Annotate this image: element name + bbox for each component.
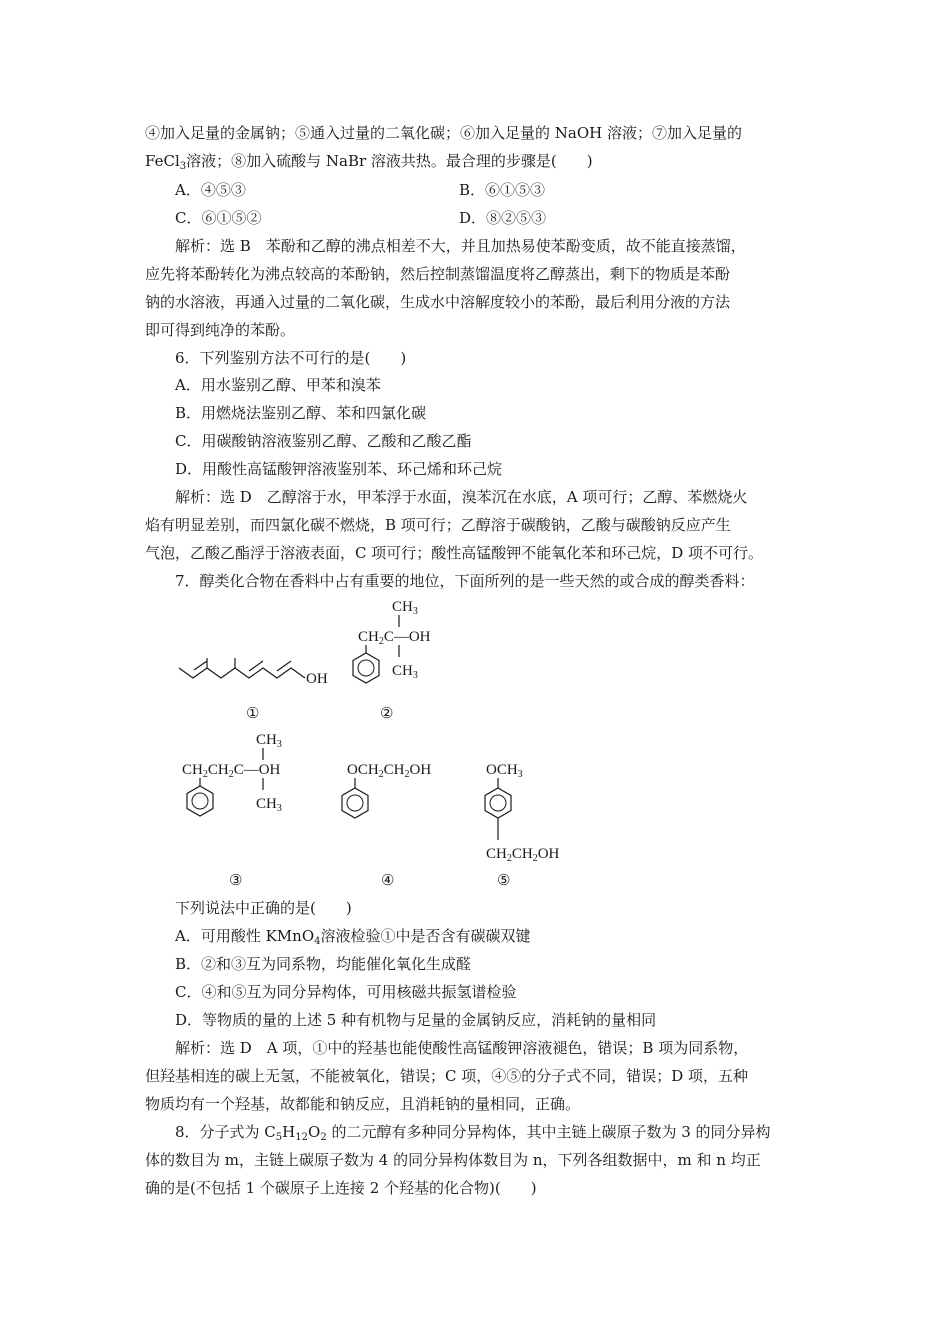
q6-option-c: C．用碳酸钠溶液鉴别乙醇、乙酸和乙酸乙酯 (175, 432, 472, 450)
svg-text:CH2CH2C—OH: $CH_2CH_2C—OH$ (182, 762, 281, 780)
structure-1-label: ① (246, 704, 260, 722)
q8-stem-line1: 8．分子式为 $C_5H_{12}O_2$ 的二元醇有多种同分异构体，其中主链上碳原子数为 3 的同分异构 (175, 1123, 771, 1143)
q5-explanation-line4: 即可得到纯净的苯酚。 (145, 321, 296, 339)
q5-option-d: D．⑧②⑤③ (459, 209, 547, 227)
structure-2-label: ② (380, 704, 394, 722)
q5-option-c: C．⑥①⑤② (175, 209, 262, 227)
q5-text-line1: ④加入足量的金属钠；⑤通入过量的二氧化碳；⑥加入足量的 NaOH 溶液；⑦加入足量的 (145, 124, 742, 142)
q6-explanation-line2: 焰有明显差别，而四氯化碳不燃烧，B 项可行；乙醇溶于碳酸钠，乙酸与碳酸钠反应产生 (145, 516, 731, 534)
svg-text:OCH2CH2OH: $OCH_2CH_2OH$ (347, 762, 432, 780)
q5-explanation-line2: 应先将苯酚转化为沸点较高的苯酚钠，然后控制蒸馏温度将乙醇蒸出，剩下的物质是苯酚 (145, 265, 731, 283)
q6-option-b: B．用燃烧法鉴别乙醇、苯和四氯化碳 (175, 404, 427, 422)
q5-explanation-line3: 钠的水溶液，再通入过量的二氧化碳，生成水中溶解度较小的苯酚，最后利用分液的方法 (145, 293, 731, 311)
svg-text:CH3: $CH_3$ (256, 796, 282, 814)
structure-5 (478, 758, 598, 866)
structure-1-geraniol (175, 650, 335, 695)
q8-stem-line3: 确的是(不包括 1 个碳原子上连接 2 个羟基的化合物)( ) (145, 1179, 537, 1197)
svg-text:OCH3: $OCH_3$ (486, 762, 523, 780)
svg-text:CH2CH2OH: $CH_2CH_2OH$ (486, 846, 560, 864)
q7-option-b: B．②和③互为同系物，均能催化氧化生成醛 (175, 955, 472, 973)
structure-2-chain: $CH_2C—OH$ (358, 629, 431, 647)
q7-explanation-line1: 解析：选 D A 项，①中的羟基也能使酸性高锰酸钾溶液褪色，错误；B 项为同系物， (175, 1039, 749, 1057)
q5-option-b: B．⑥①⑤③ (459, 181, 546, 199)
q5-text-line2: FeCl$_3$溶液；⑧加入硫酸与 NaBr 溶液共热。最合理的步骤是( ) (145, 152, 593, 172)
q8-stem-line2: 体的数目为 m，主链上碳原子数为 4 的同分异构体数目为 n，下列各组数据中，m 和 n 均正 (145, 1151, 761, 1169)
q6-explanation-line3: 气泡，乙酸乙酯浮于溶液表面，C 项可行；酸性高锰酸钾不能氧化苯和环己烷，D 项不可行。 (145, 544, 764, 562)
q5-option-a: A．④⑤③ (175, 181, 246, 199)
structure-4 (335, 758, 455, 833)
q6-option-d: D．用酸性高锰酸钾溶液鉴别苯、环己烯和环己烷 (175, 460, 503, 478)
structure-3-label: ③ (229, 871, 243, 889)
structure-5-label: ⑤ (497, 871, 511, 889)
structure-2-ch3-bot: $CH_3$ (392, 663, 418, 681)
structure-2 (346, 595, 466, 695)
q7-sub-stem: 下列说法中正确的是( ) (175, 899, 352, 917)
svg-text:CH3: $CH_3$ (256, 732, 282, 750)
q7-option-a: A．可用酸性 KMnO$_4$溶液检验①中是否含有碳碳双键 (175, 927, 531, 947)
q7-stem: 7．醇类化合物在香料中占有重要的地位，下面所列的是一些天然的或合成的醇类香料： (175, 572, 755, 590)
q6-explanation-line1: 解析：选 D 乙醇溶于水，甲苯浮于水面，溴苯沉在水底，A 项可行；乙醇、苯燃烧火 (175, 488, 748, 506)
q7-option-c: C．④和⑤互为同分异构体，可用核磁共振氢谱检验 (175, 983, 517, 1001)
structure-4-label: ④ (381, 871, 395, 889)
q6-option-a: A．用水鉴别乙醇、甲苯和溴苯 (175, 376, 381, 394)
structure-3 (180, 728, 320, 828)
structure-1-oh: OH (306, 671, 328, 687)
structure-2-ch3-top: $CH_3$ (392, 599, 418, 617)
q5-explanation-line1: 解析：选 B 苯酚和乙醇的沸点相差不大，并且加热易使苯酚变质，故不能直接蒸馏， (175, 237, 746, 255)
q7-explanation-line2: 但羟基相连的碳上无氢，不能被氧化，错误；C 项，④⑤的分子式不同，错误；D 项，五种 (145, 1067, 749, 1085)
q6-stem: 6．下列鉴别方法不可行的是( ) (175, 349, 407, 367)
q7-option-d: D．等物质的量的上述 5 种有机物与足量的金属钠反应，消耗钠的量相同 (175, 1011, 657, 1029)
q7-explanation-line3: 物质均有一个羟基，故都能和钠反应，且消耗钠的量相同，正确。 (145, 1095, 581, 1113)
